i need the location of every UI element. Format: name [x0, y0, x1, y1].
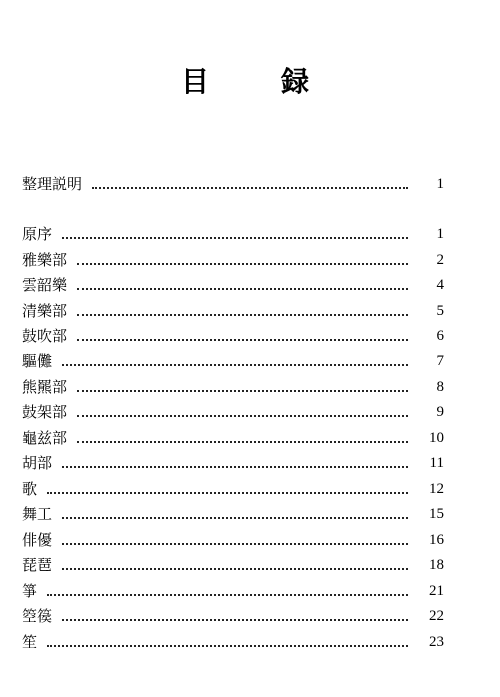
toc-entry-label: 鼓架部: [22, 403, 68, 421]
dot-leader: [77, 415, 408, 417]
toc-entry-label: 清樂部: [22, 302, 68, 320]
toc-entry-page: 7: [436, 353, 444, 369]
toc-entry: [22, 222, 444, 244]
toc-entry-page: 11: [429, 455, 444, 471]
dot-leader: [47, 645, 408, 647]
toc-entry: [22, 349, 444, 371]
dot-leader: [62, 237, 408, 239]
toc-entry-page: 4: [436, 277, 444, 293]
toc-entry-page: 10: [429, 430, 444, 446]
toc-entry-label: 熊羆部: [22, 378, 68, 396]
dot-leader: [62, 619, 408, 621]
dot-leader: [77, 314, 408, 316]
toc-entry: [22, 502, 444, 524]
toc-entry: [22, 172, 444, 194]
toc-entry: [22, 579, 444, 601]
dot-leader: [47, 594, 408, 596]
dot-leader: [62, 568, 408, 570]
toc-entry-page: 12: [429, 481, 444, 497]
dot-leader: [77, 288, 408, 290]
toc-entry-label: 箜篌: [22, 607, 53, 625]
toc-entry-page: 22: [429, 608, 444, 624]
toc-entry-label: 雲韶樂: [22, 276, 68, 294]
dot-leader: [77, 339, 408, 341]
toc-entry-label: 胡部: [22, 454, 53, 472]
toc-entry-label: 驅儺: [22, 352, 53, 370]
dot-leader: [77, 263, 408, 265]
toc-entry: [22, 375, 444, 397]
toc-entry: [22, 451, 444, 473]
toc-entry-page: 18: [429, 557, 444, 573]
toc-entry-label: 原序: [22, 225, 53, 243]
toc-entry: [22, 553, 444, 575]
dot-leader: [92, 187, 408, 189]
dot-leader: [62, 543, 408, 545]
toc-entry-label: 俳優: [22, 531, 53, 549]
toc-entry-page: 8: [436, 379, 444, 395]
page-title: 目 録: [180, 65, 331, 98]
toc-entry-label: 歌: [22, 480, 38, 498]
dot-leader: [77, 441, 408, 443]
toc-entry-page: 5: [436, 303, 444, 319]
toc-entry-label: 鼓吹部: [22, 327, 68, 345]
toc-entry: [22, 528, 444, 550]
toc-entry: [22, 324, 444, 346]
toc-entry-label: 箏: [22, 582, 38, 600]
toc-entry-page: 16: [429, 532, 444, 548]
toc-entry-page: 2: [436, 252, 444, 268]
toc-entry: [22, 426, 444, 448]
toc-entry-page: 1: [436, 176, 444, 192]
toc-entry-page: 6: [436, 328, 444, 344]
toc-entry-page: 21: [429, 583, 444, 599]
toc-entry: [22, 400, 444, 422]
dot-leader: [62, 517, 408, 519]
toc-entry-page: 23: [429, 634, 444, 650]
toc-entry-page: 9: [436, 404, 444, 420]
dot-leader: [62, 364, 408, 366]
toc-entry: [22, 477, 444, 499]
toc-entry-page: 15: [429, 506, 444, 522]
toc-entry-page: 1: [436, 226, 444, 242]
dot-leader: [77, 390, 408, 392]
toc-entry: [22, 299, 444, 321]
dot-leader: [62, 466, 408, 468]
toc-entry: [22, 248, 444, 270]
toc-entry-label: 琵琶: [22, 556, 53, 574]
dot-leader: [47, 492, 408, 494]
toc-entry: [22, 604, 444, 626]
toc-entry-label: 龜兹部: [22, 429, 68, 447]
toc-entry-label: 雅樂部: [22, 251, 68, 269]
toc-entry-label: 舞工: [22, 505, 53, 523]
toc-entry-label: 整理説明: [22, 175, 83, 193]
toc-entry: [22, 273, 444, 295]
toc-entry: [22, 630, 444, 652]
toc-entry-label: 笙: [22, 633, 38, 651]
